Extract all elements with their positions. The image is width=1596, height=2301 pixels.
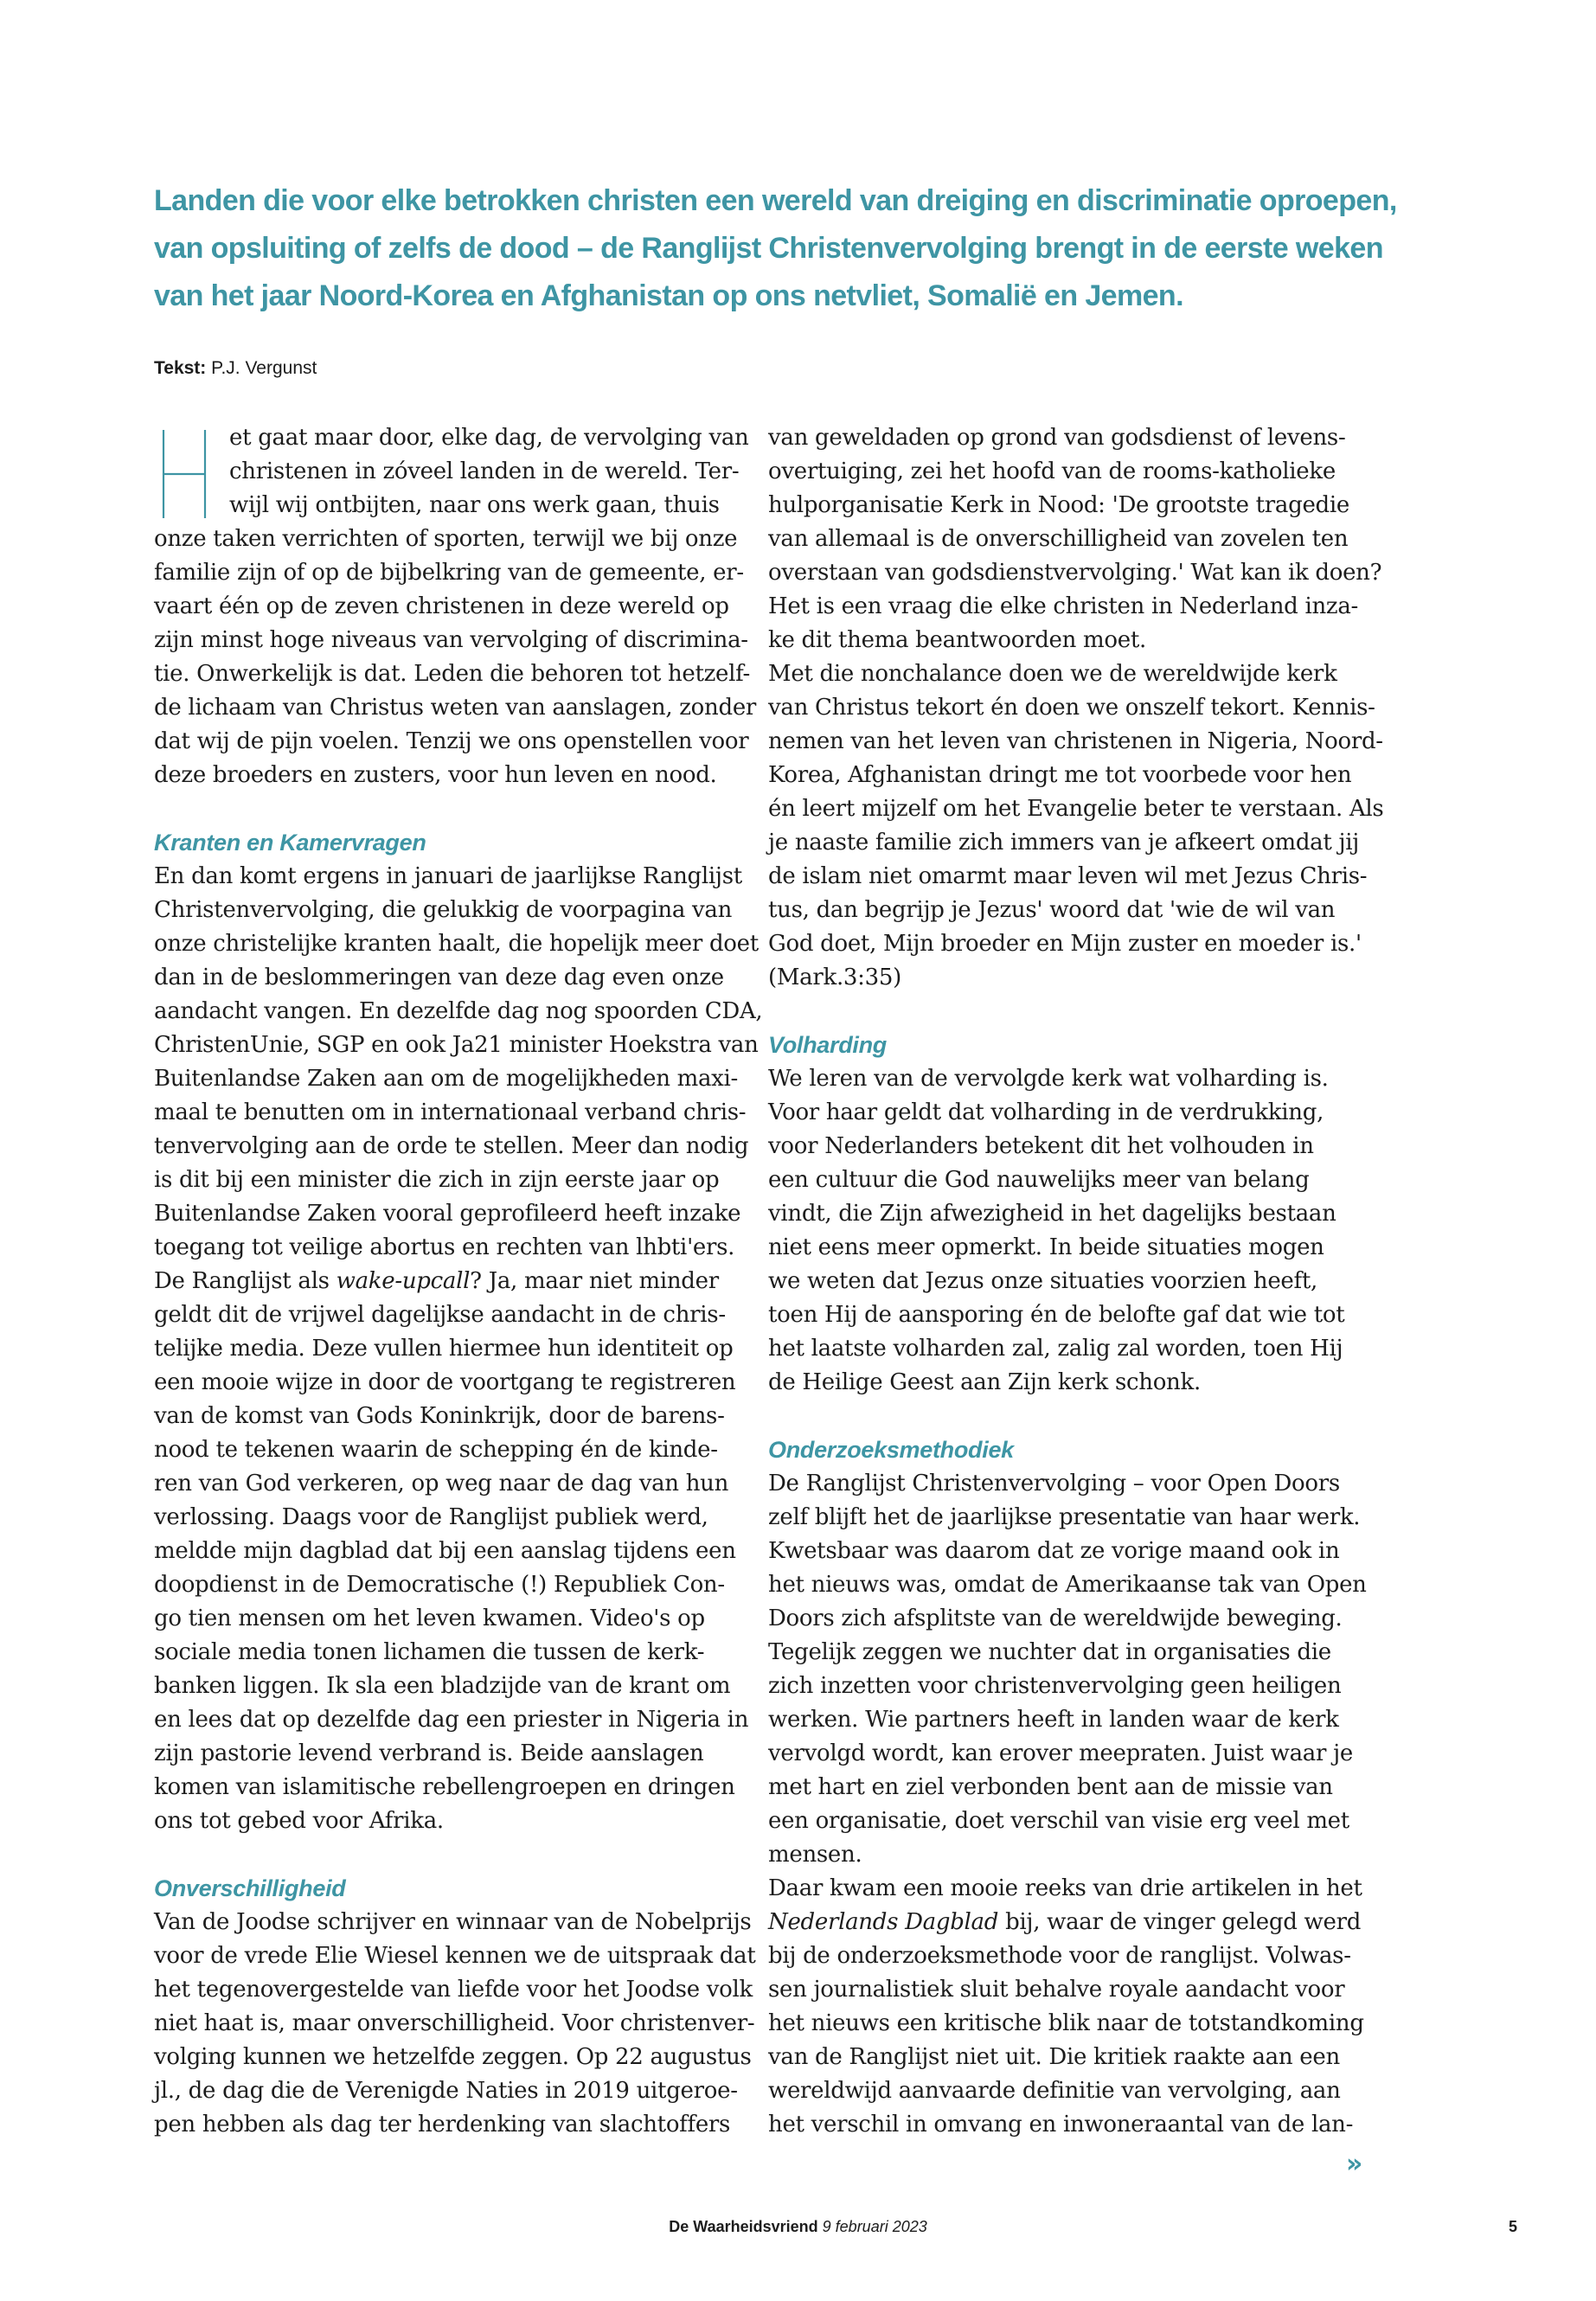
page-number: 5: [1509, 2218, 1518, 2235]
text-line: onze taken verrichten of sporten, terwijl we bij onze: [154, 526, 738, 552]
paragraph-gap: [154, 792, 725, 826]
text-line: (Mark.3:35): [768, 965, 901, 990]
text-line: Met die nonchalance doen we de wereldwijde kerk: [768, 661, 1337, 687]
text-line: dat wij de pijn voelen. Tenzij we ons openstellen voor: [154, 728, 749, 754]
text-line: tie. Onwerkelijk is dat. Leden die behoren tot hetzelf-: [154, 661, 751, 687]
drop-cap: [158, 417, 210, 520]
intro-line: van opsluiting of zelfs de dood – de Ranglijst Christenvervolging brengt in de eerste weken: [154, 232, 1383, 265]
text-line: doopdienst in de Democratische (!) Republiek Con-: [154, 1572, 725, 1598]
text-line: van Christus tekort én doen we onszelf tekort. Kennis-: [768, 695, 1375, 721]
text-line: Daar kwam een mooie reeks van drie artikelen in het: [768, 1875, 1362, 1901]
text-line: je naaste familie zich immers van je afkeert omdat jij: [768, 830, 1360, 856]
text-line: wijl wij ontbijten, naar ons werk gaan, thuis: [229, 492, 720, 518]
text-line: et gaat maar door, elke dag, de vervolging van: [229, 425, 749, 451]
page-footer: [0, 2218, 1596, 2236]
text-line: de islam niet omarmt maar leven wil met Jezus Chris-: [768, 863, 1368, 889]
text-line: van allemaal is de onverschilligheid van zovelen ten: [768, 526, 1349, 552]
text-line: en lees dat op dezelfde dag een priester in Nigeria in: [154, 1707, 749, 1733]
text-line: deze broeders en zusters, voor hun leven en nood.: [154, 762, 717, 788]
text-line: het nieuws een kritische blik naar de totstandkoming: [768, 2010, 1364, 2036]
text-line: geldt dit de vrijwel dagelijkse aandacht in de chris-: [154, 1302, 726, 1328]
text-line: banken liggen. Ik sla een bladzijde van de krant om: [154, 1673, 731, 1699]
text-line: zijn minst hoge niveaus van vervolging of discrimina-: [154, 627, 748, 653]
right-column: [768, 421, 1384, 2142]
text-line: van geweldaden op grond van godsdienst of levens-: [768, 425, 1346, 451]
text-line: bij de onderzoeksmethode voor de ranglijst. Volwas-: [768, 1943, 1351, 1969]
text-line: Het is een vraag die elke christen in Nederland inza-: [768, 593, 1359, 619]
continue-marker: »: [1346, 2149, 1363, 2179]
text-line: Korea, Afghanistan dringt me tot voorbede voor hen: [768, 762, 1352, 788]
text-line: komen van islamitische rebellengroepen en dringen: [154, 1774, 735, 1800]
text-line: ke dit thema beantwoorden moet.: [768, 627, 1146, 653]
text-line: christenen in zóveel landen in de wereld. Ter-: [229, 458, 740, 484]
section-heading: Kranten en Kamervragen: [154, 830, 426, 856]
text-line: van de Ranglijst niet uit. Die kritiek raakte aan een: [768, 2044, 1340, 2070]
paragraph-gap: [768, 1400, 1339, 1433]
text-line: zelf blijft het de jaarlijkse presentatie van haar werk.: [768, 1504, 1361, 1530]
text-line: ren van God verkeren, op weg naar de dag van hun: [154, 1471, 729, 1497]
text-line: De Ranglijst Christenvervolging – voor Open Doors: [768, 1471, 1340, 1497]
text-line: tus, dan begrijp je Jezus' woord dat 'wie de wil van: [768, 897, 1336, 923]
section-heading: Onderzoeksmethodiek: [768, 1437, 1014, 1463]
text-line: mensen.: [768, 1842, 862, 1868]
text-line: telijke media. Deze vullen hiermee hun identiteit op: [154, 1336, 734, 1362]
text-line: vindt, die Zijn afwezigheid in het dagelijks bestaan: [768, 1201, 1336, 1227]
text-line: overstaan van godsdienstvervolging.' Wat kan ik doen?: [768, 560, 1382, 586]
text-line: zijn pastorie levend verbrand is. Beide aanslagen: [154, 1740, 704, 1766]
footer-date: 9 februari 2023: [822, 2218, 927, 2235]
italic-term: Nederlands Dagblad: [768, 1909, 999, 1935]
footer-magazine: De Waarheidsvriend: [669, 2218, 818, 2235]
byline: [154, 358, 317, 379]
text-line: aandacht vangen. En dezelfde dag nog spoorden CDA,: [154, 998, 763, 1024]
byline-author: P.J. Vergunst: [211, 358, 317, 378]
text-line: Kwetsbaar was daarom dat ze vorige maand ook in: [768, 1538, 1340, 1564]
text-line: nemen van het leven van christenen in Nigeria, Noord-: [768, 728, 1383, 754]
text-line: vaart één op de zeven christenen in deze wereld op: [154, 593, 729, 619]
text-line: onze christelijke kranten haalt, die hopelijk meer doet: [154, 931, 759, 957]
text-line: sociale media tonen lichamen die tussen de kerk-: [154, 1639, 705, 1665]
left-column: [154, 417, 763, 2142]
text-line: én leert mijzelf om het Evangelie beter te verstaan. Als: [768, 796, 1384, 822]
text-line: God doet, Mijn broeder en Mijn zuster en moeder is.': [768, 931, 1362, 957]
text-line: het laatste volharden zal, zalig zal worden, toen Hij: [768, 1336, 1343, 1362]
text-line: een organisatie, doet verschil van visie erg veel met: [768, 1808, 1349, 1834]
text-line: nood te tekenen waarin de schepping én de kinde-: [154, 1437, 718, 1463]
text-line: we weten dat Jezus onze situaties voorzien heeft,: [768, 1268, 1317, 1294]
text-line: We leren van de vervolgde kerk wat volharding is.: [768, 1066, 1329, 1092]
text-line: de lichaam van Christus weten van aanslagen, zonder: [154, 695, 757, 721]
text-line: met hart en ziel verbonden bent aan de missie van: [768, 1774, 1333, 1800]
text-line: het nieuws was, omdat de Amerikaanse tak van Open: [768, 1572, 1367, 1598]
text-line: Voor haar geldt dat volharding in de verdrukking,: [768, 1099, 1324, 1125]
italic-term: wake-upcall: [336, 1268, 471, 1294]
text-line: ons tot gebed voor Afrika.: [154, 1808, 444, 1834]
text-line: niet haat is, maar onverschilligheid. Voor christenver-: [154, 2010, 755, 2036]
text-line: Buitenlandse Zaken vooral geprofileerd heeft inzake: [154, 1201, 741, 1227]
text-line: een mooie wijze in door de voortgang te registreren: [154, 1369, 736, 1395]
text-line: van de komst van Gods Koninkrijk, door de barens-: [154, 1403, 725, 1429]
text-line: overtuiging, zei het hoofd van de rooms-katholieke: [768, 458, 1336, 484]
text-line: [154, 1265, 725, 1298]
text-line: werken. Wie partners heeft in landen waar de kerk: [768, 1707, 1339, 1733]
byline-label: Tekst:: [154, 358, 207, 378]
text-line: maal te benutten om in internationaal verband chris-: [154, 1099, 747, 1125]
paragraph-gap: [154, 1838, 725, 1872]
text-line: hulporganisatie Kerk in Nood: 'De grootste tragedie: [768, 492, 1349, 518]
text-line: Buitenlandse Zaken aan om de mogelijkheden maxi-: [154, 1066, 739, 1092]
text-line: sen journalistiek sluit behalve royale aandacht voor: [768, 1977, 1345, 2003]
text-line: meldde mijn dagblad dat bij een aanslag tijdens een: [154, 1538, 736, 1564]
text-line: voor de vrede Elie Wiesel kennen we de uitspraak dat: [154, 1943, 756, 1969]
text-line: vervolgd wordt, kan erover meepraten. Juist waar je: [768, 1740, 1353, 1766]
intro-lead: [154, 177, 1397, 320]
text-line: het verschil in omvang en inwoneraantal van de lan-: [768, 2112, 1354, 2138]
text-line: familie zijn of op de bijbelkring van de gemeente, er-: [154, 560, 744, 586]
text-line: dan in de beslommeringen van deze dag even onze: [154, 965, 724, 990]
text-line: go tien mensen om het leven kwamen. Video's op: [154, 1606, 705, 1631]
text-line: jl., de dag die de Verenigde Naties in 2019 uitgeroe-: [154, 2078, 738, 2104]
text-line: voor Nederlanders betekent dit het volhouden in: [768, 1133, 1314, 1159]
text-line: tenvervolging aan de orde te stellen. Meer dan nodig: [154, 1133, 749, 1159]
text-line: [768, 1906, 1362, 1939]
text-line: Van de Joodse schrijver en winnaar van de Nobelprijs: [154, 1909, 752, 1935]
intro-line: Landen die voor elke betrokken christen een wereld van dreiging en discriminatie oproepen,: [154, 184, 1397, 217]
text-span: ? Ja, maar niet minder: [470, 1268, 719, 1294]
section-heading: Volharding: [768, 1032, 887, 1058]
text-line: Tegelijk zeggen we nuchter dat in organisaties die: [768, 1639, 1331, 1665]
text-span: bij, waar de vinger gelegd werd: [998, 1909, 1362, 1935]
drop-cap-letter: H: [158, 417, 169, 432]
text-line: Doors zich afsplitste van de wereldwijde beweging.: [768, 1606, 1343, 1631]
text-line: het tegenovergestelde van liefde voor het Joodse volk: [154, 1977, 753, 2003]
text-line: is dit bij een minister die zich in zijn eerste jaar op: [154, 1167, 720, 1193]
text-line: zich inzetten voor christenvervolging geen heiligen: [768, 1673, 1342, 1699]
text-line: Christenvervolging, die gelukkig de voorpagina van: [154, 897, 733, 923]
text-line: toegang tot veilige abortus en rechten van lhbti'ers.: [154, 1234, 735, 1260]
intro-line: van het jaar Noord-Korea en Afghanistan op ons netvliet, Somalië en Jemen.: [154, 279, 1183, 312]
paragraph-gap: [768, 995, 1339, 1029]
text-span: De Ranglijst als: [154, 1268, 337, 1294]
text-line: En dan komt ergens in januari de jaarlijkse Ranglijst: [154, 863, 742, 889]
text-line: de Heilige Geest aan Zijn kerk schonk.: [768, 1369, 1201, 1395]
text-line: wereldwijd aanvaarde definitie van vervolging, aan: [768, 2078, 1341, 2104]
text-line: ChristenUnie, SGP en ook Ja21 minister Hoekstra van: [154, 1032, 759, 1058]
text-line: verlossing. Daags voor de Ranglijst publiek werd,: [154, 1504, 708, 1530]
text-line: toen Hij de aansporing én de belofte gaf dat wie tot: [768, 1302, 1345, 1328]
section-heading: Onverschilligheid: [154, 1875, 346, 1901]
text-line: niet eens meer opmerkt. In beide situaties mogen: [768, 1234, 1324, 1260]
text-line: een cultuur die God nauwelijks meer van belang: [768, 1167, 1310, 1193]
text-line: volging kunnen we hetzelfde zeggen. Op 22 augustus: [154, 2044, 752, 2070]
text-line: pen hebben als dag ter herdenking van slachtoffers: [154, 2112, 731, 2138]
